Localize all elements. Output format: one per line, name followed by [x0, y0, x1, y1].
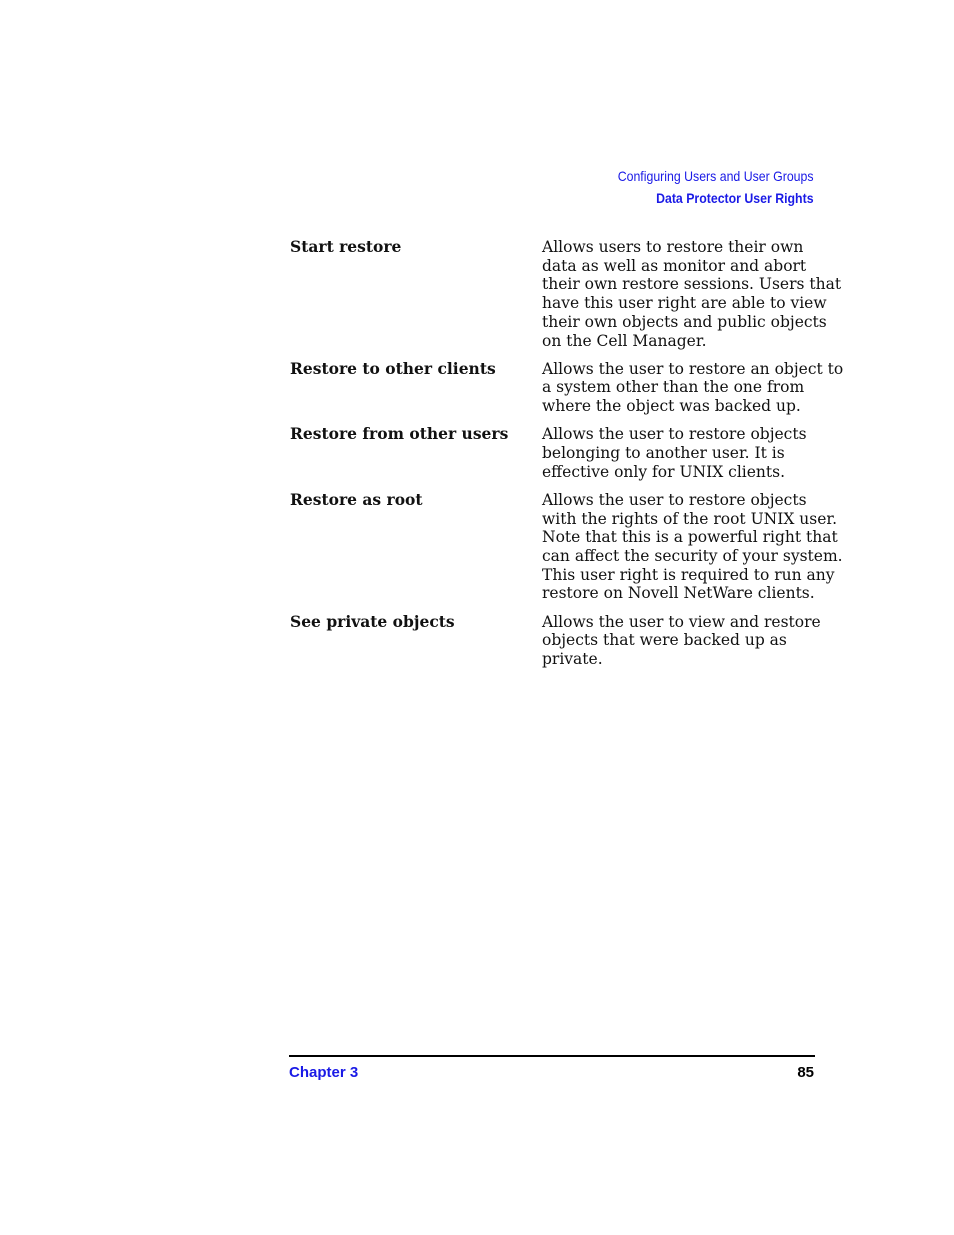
right-row: [290, 237, 842, 350]
right-term: Start restore: [290, 237, 402, 256]
right-term: Restore from other users: [290, 424, 509, 444]
footer-chapter: Chapter 3: [289, 1064, 359, 1081]
page-number: 85: [797, 1064, 814, 1081]
desc-line: where the object was backed up.: [542, 397, 801, 416]
running-header: [618, 165, 814, 209]
right-description: [542, 490, 843, 603]
desc-line: on the Cell Manager.: [542, 331, 707, 350]
desc-line: belonging to another user. It is: [542, 444, 785, 463]
desc-line: have this user right are able to view: [542, 294, 827, 313]
desc-line: their own restore sessions. Users that: [542, 275, 842, 294]
desc-line: restore on Novell NetWare clients.: [542, 584, 815, 603]
section-title: Data Protector User Rights: [656, 190, 814, 206]
desc-line: their own objects and public objects: [542, 312, 827, 331]
desc-line: Allows the user to view and restore: [542, 612, 821, 631]
desc-line: Allows the user to restore objects: [542, 490, 807, 509]
desc-line: objects that were backed up as: [542, 631, 787, 650]
desc-line: with the rights of the root UNIX user.: [542, 509, 838, 528]
desc-line: Allows the user to restore an object to: [542, 359, 844, 378]
right-description: [542, 425, 815, 481]
desc-line: a system other than the one from: [542, 378, 805, 397]
desc-line: data as well as monitor and abort: [542, 256, 807, 275]
chapter-title: Configuring Users and User Groups: [618, 168, 814, 184]
desc-line: This user right is required to run any: [542, 565, 835, 584]
right-term: Restore to other clients: [290, 358, 496, 378]
desc-line: Allows users to restore their own: [542, 238, 804, 256]
right-row: [290, 425, 815, 481]
desc-line: private.: [542, 650, 603, 669]
right-row: [290, 611, 821, 669]
right-description: [542, 238, 842, 350]
desc-line: can affect the security of your system.: [542, 547, 843, 566]
right-term: Restore as root: [290, 489, 423, 509]
right-description: [542, 612, 821, 669]
footer-rule: [289, 1055, 815, 1057]
right-term: See private objects: [290, 611, 455, 631]
user-rights-table: [290, 237, 844, 678]
desc-line: Note that this is a powerful right that: [542, 528, 838, 547]
right-description: [542, 359, 844, 416]
desc-line: Allows the user to restore objects: [542, 425, 807, 444]
desc-line: effective only for UNIX clients.: [542, 462, 786, 481]
right-row: [290, 489, 843, 603]
right-row: [290, 358, 844, 416]
